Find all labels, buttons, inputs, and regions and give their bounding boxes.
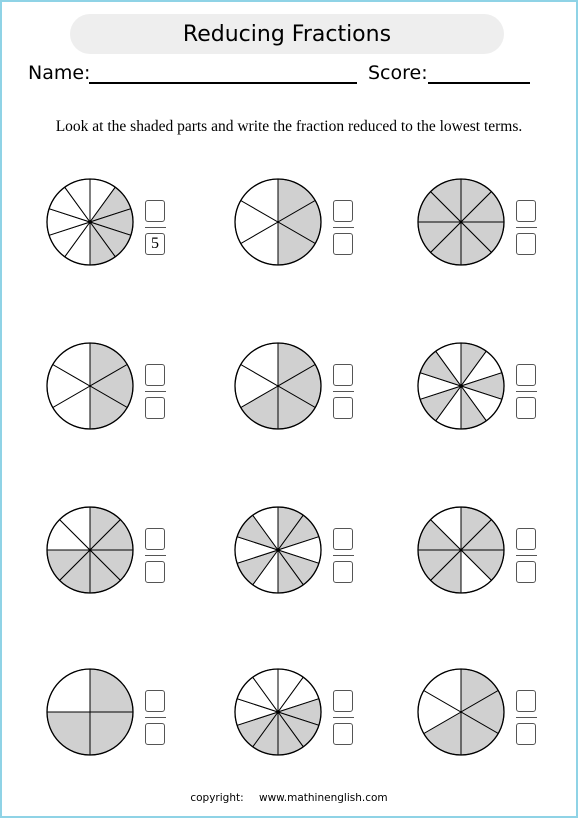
- answer-fraction: [333, 200, 355, 257]
- denominator-box[interactable]: [516, 397, 536, 419]
- problem-1: [45, 177, 185, 277]
- fraction-bar: [333, 227, 354, 228]
- fraction-bar: [145, 391, 166, 392]
- denominator-box[interactable]: [516, 561, 536, 583]
- copyright-site: www.mathinenglish.com: [258, 792, 388, 804]
- fraction-pie: [416, 177, 506, 267]
- fraction-pie: [233, 667, 323, 757]
- fraction-pie: [45, 667, 135, 757]
- fraction-bar: [333, 717, 354, 718]
- numerator-box[interactable]: [516, 690, 536, 712]
- fraction-bar: [145, 555, 166, 556]
- instruction-text: Look at the shaded parts and write the fraction reduced to the lowest terms.: [55, 118, 523, 135]
- worksheet-title: Reducing Fractions: [182, 21, 392, 47]
- fraction-pie: [233, 505, 323, 595]
- fraction-bar: [333, 555, 354, 556]
- fraction-pie: [416, 341, 506, 431]
- problem-12: [416, 667, 556, 767]
- problem-11: [233, 667, 373, 767]
- problem-7: [45, 505, 185, 605]
- copyright-line: [2, 792, 576, 804]
- denominator-box[interactable]: [516, 723, 536, 745]
- numerator-box[interactable]: [333, 528, 353, 550]
- answer-fraction: [145, 364, 167, 421]
- name-score-row: [28, 62, 548, 86]
- denominator-box[interactable]: [145, 397, 165, 419]
- numerator-box[interactable]: [145, 690, 165, 712]
- denominator-box[interactable]: [145, 561, 165, 583]
- fraction-bar: [516, 717, 537, 718]
- copyright-label: copyright:: [190, 792, 244, 804]
- numerator-box[interactable]: [333, 364, 353, 386]
- numerator-box[interactable]: [145, 528, 165, 550]
- numerator-box[interactable]: [333, 200, 353, 222]
- answer-fraction: [145, 200, 167, 257]
- answer-fraction: [516, 690, 538, 747]
- answer-fraction: [333, 364, 355, 421]
- fraction-pie: [45, 505, 135, 595]
- fraction-bar: [333, 391, 354, 392]
- fraction-pie: [416, 505, 506, 595]
- fraction-bar: [145, 717, 166, 718]
- answer-fraction: [516, 364, 538, 421]
- score-label: Score:: [368, 62, 428, 84]
- fraction-pie: [233, 341, 323, 431]
- problem-4: [45, 341, 185, 441]
- answer-fraction: [516, 528, 538, 585]
- denominator-box[interactable]: [333, 561, 353, 583]
- problem-6: [416, 341, 556, 441]
- fraction-bar: [145, 227, 166, 228]
- name-blank-line[interactable]: [89, 82, 357, 84]
- numerator-box[interactable]: [516, 200, 536, 222]
- problem-10: [45, 667, 185, 767]
- numerator-box[interactable]: [333, 690, 353, 712]
- denominator-box[interactable]: [333, 723, 353, 745]
- numerator-box[interactable]: [516, 528, 536, 550]
- problem-3: [416, 177, 556, 277]
- numerator-box[interactable]: [516, 364, 536, 386]
- answer-fraction: [145, 528, 167, 585]
- fraction-bar: [516, 227, 537, 228]
- denominator-box[interactable]: 5: [145, 233, 165, 255]
- fraction-pie: [45, 341, 135, 431]
- denominator-box[interactable]: [333, 397, 353, 419]
- answer-fraction: [333, 528, 355, 585]
- problem-2: [233, 177, 373, 277]
- numerator-box[interactable]: [145, 200, 165, 222]
- title-banner: [70, 14, 504, 54]
- problem-9: [416, 505, 556, 605]
- numerator-box[interactable]: [145, 364, 165, 386]
- denominator-box[interactable]: [516, 233, 536, 255]
- problem-5: [233, 341, 373, 441]
- answer-fraction: [333, 690, 355, 747]
- fraction-pie: [45, 177, 135, 267]
- fraction-pie: [233, 177, 323, 267]
- answer-fraction: [145, 690, 167, 747]
- denominator-box[interactable]: [145, 723, 165, 745]
- name-label: Name:: [28, 62, 91, 84]
- answer-fraction: [516, 200, 538, 257]
- denominator-box[interactable]: [333, 233, 353, 255]
- fraction-bar: [516, 391, 537, 392]
- problem-8: [233, 505, 373, 605]
- fraction-bar: [516, 555, 537, 556]
- fraction-pie: [416, 667, 506, 757]
- score-blank-line[interactable]: [428, 82, 530, 84]
